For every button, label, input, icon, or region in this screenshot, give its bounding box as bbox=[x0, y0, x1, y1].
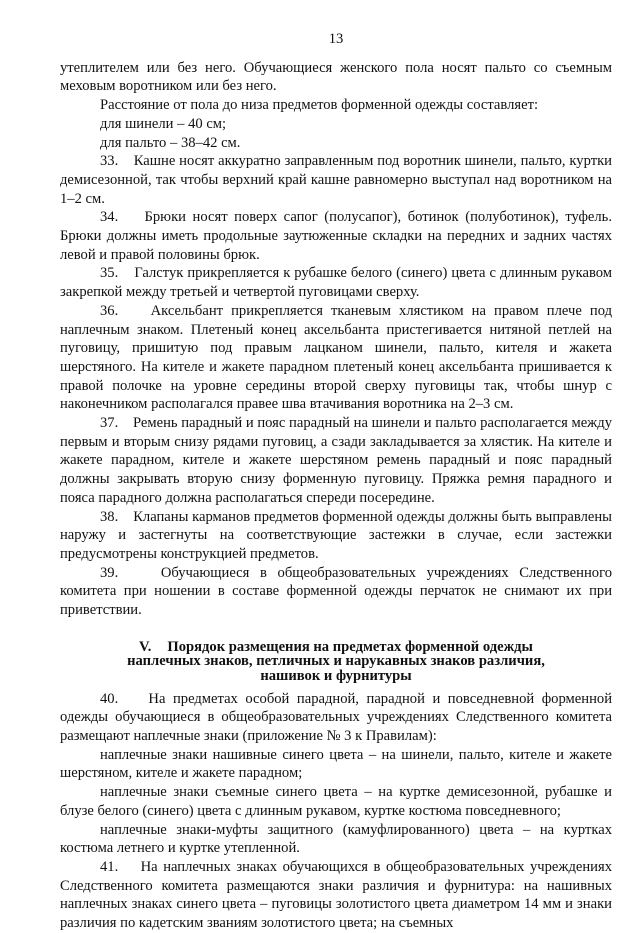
paragraph-continuation: утеплителем или без него. Обучающиеся женского пола носят пальто со съемным меховым воротником или без него. bbox=[60, 59, 612, 95]
paragraph-39: 39. Обучающиеся в общеобразовательных учреждениях Следственного комитета при ношении в составе форменной одежды перчаток не снимают их при приветствии. bbox=[60, 564, 612, 619]
body-text-bottom bbox=[60, 690, 612, 933]
paragraph-40-item-removable: наплечные знаки съемные синего цвета – на куртке демисезонной, рубашке и блузе белого (синего) цвета с длинным рукавом, куртке костюма повседневного; bbox=[60, 784, 612, 819]
section-title-line3: нашивок и фурнитуры bbox=[260, 667, 412, 684]
section-heading-line1 bbox=[60, 640, 612, 655]
section-number: V. bbox=[139, 638, 152, 655]
paragraph-38: 38. Клапаны карманов предметов форменной одежды должны быть выправлены наружу и застегнуты на соответствующие застежки в случае, если застежки предусмотрены конструкцией предметов. bbox=[60, 508, 612, 562]
paragraph-33: 33. Кашне носят аккуратно заправленным под воротник шинели, пальто, куртки демисезонной, так чтобы верхний край кашне равномерно выступал над воротником на 1–2 см. bbox=[60, 153, 612, 207]
paragraph-36: 36. Аксельбант прикрепляется тканевым хлястиком на правом плече под наплечным знаком. Плетеный конец аксельбанта пристегивается нитяной петлей на пуговицу, пришитую под правым лацканом шинели, пальто, кителя и жакета шерстяного. На кителе и жакете парадном плетеный конец аксельбанта пришивается к правой полочке на уровне середины второй сверху пуговицы так, чтобы шнур с наконечником располагался правее шва втачивания воротника на 2–3 см. bbox=[60, 302, 612, 413]
paragraph-distance-intro: Расстояние от пола до низа предметов форменной одежды составляет: bbox=[100, 97, 539, 114]
paragraph-35: 35. Галстук прикрепляется к рубашке белого (синего) цвета с длинным рукавом закрепкой между третьей и четвертой пуговицами сверху. bbox=[60, 265, 612, 301]
paragraph-37: 37. Ремень парадный и пояс парадный на шинели и пальто располагается между первым и вторым снизу рядами пуговиц, а сзади закладывается за хлястик. На кителе и жакете парадном, кителе и жакете шерстяном ремень парадный и пояс парадный должны закрывать вторую снизу форменную пуговицу. Пряжка ремня парадного и пояса парадного должна располагаться спереди посередине. bbox=[60, 415, 612, 506]
paragraph-40: 40. На предметах особой парадной, парадной и повседневной форменной одежды обучающиеся в общеобразовательных учреждениях Следственного комитета размещают наплечные знаки (приложение № 3 к Правилам): bbox=[60, 690, 612, 744]
paragraph-41: 41. На наплечных знаках обучающихся в общеобразовательных учреждениях Следственного комитета размещаются знаки различия и фурнитура: на нашивных наплечных знаках синего цвета – пуговицы золотистого цвета диаметром 14 мм и знаки различия по кадетским званиям золотистого цвета; на съемных bbox=[60, 858, 612, 932]
paragraph-40-item-sleeve: наплечные знаки-муфты защитного (камуфлированного) цвета – на куртках костюма летнего и куртке утепленной. bbox=[60, 821, 612, 857]
section-title-line1: Порядок размещения на предметах форменной одежды bbox=[167, 638, 533, 655]
page-number: 13 bbox=[328, 31, 344, 47]
section-title-line2: наплечных знаков, петличных и нарукавных знаков различия, bbox=[127, 653, 545, 670]
body-text-top bbox=[60, 59, 612, 620]
paragraph-34: 34. Брюки носят поверх сапог (полусапог), ботинок (полуботинок), туфель. Брюки должны иметь продольные заутюженные складки на передних и задних частях левой и правой половины брюк. bbox=[60, 209, 612, 263]
paragraph-overcoat-length: для пальто – 38–42 см. bbox=[100, 134, 241, 151]
paragraph-40-item-sewn: наплечные знаки нашивные синего цвета – на шинели, пальто, кителе и жакете шерстяном, кителе и жакете парадном; bbox=[60, 746, 612, 782]
section-heading bbox=[60, 640, 612, 684]
document-page bbox=[60, 30, 612, 932]
paragraph-coat-length: для шинели – 40 см; bbox=[100, 115, 227, 132]
